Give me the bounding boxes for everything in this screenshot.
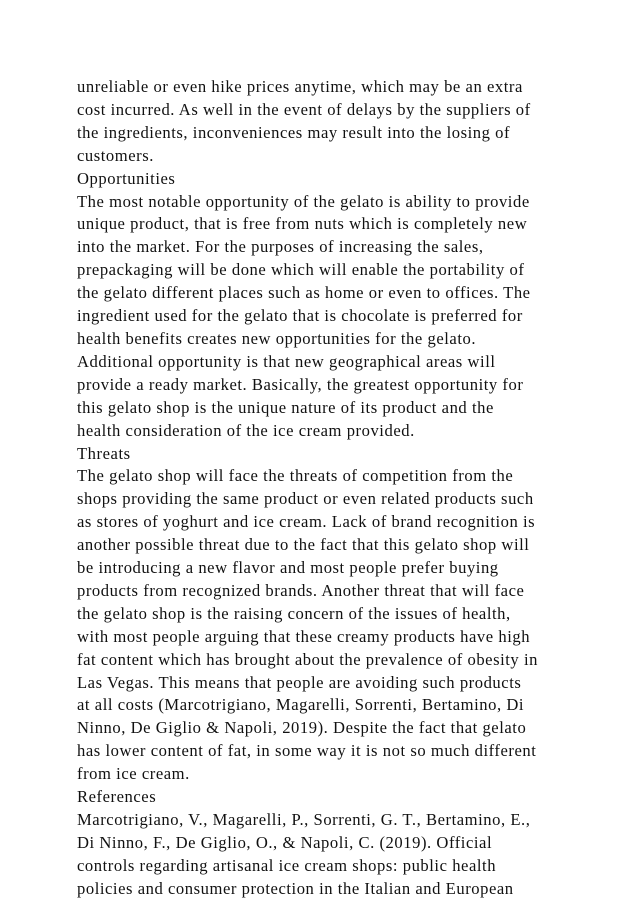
text-line: The gelato shop will face the threats of competition from the xyxy=(77,466,514,486)
text-line: at all costs (Marcotrigiano, Magarelli, Sorrenti, Bertamino, Di xyxy=(77,695,525,715)
text-line: shops providing the same product or even related products such xyxy=(77,489,534,509)
text-line: into the market. For the purposes of increasing the sales, xyxy=(77,237,484,257)
section-heading-threats: Threats xyxy=(77,443,131,463)
reference-line: controls regarding artisanal ice cream shops: public health xyxy=(77,855,497,875)
section-heading-opportunities: Opportunities xyxy=(77,168,176,188)
text-line: from ice cream. xyxy=(77,764,190,784)
text-line: ingredient used for the gelato that is chocolate is preferred for xyxy=(77,306,523,326)
text-line: has lower content of fat, in some way it is not so much different xyxy=(77,741,537,761)
text-line: fat content which has brought about the prevalence of obesity in xyxy=(77,649,538,669)
reference-line: Marcotrigiano, V., Magarelli, P., Sorrenti, G. T., Bertamino, E., xyxy=(77,810,531,829)
text-line: unique product, that is free from nuts which is completely new xyxy=(77,214,528,234)
text-line: this gelato shop is the unique nature of its product and the xyxy=(77,397,494,417)
text-line: Additional opportunity is that new geographical areas will xyxy=(77,351,496,371)
section-heading-references: References xyxy=(77,787,157,807)
text-line: health benefits creates new opportunities for the gelato. xyxy=(77,328,477,348)
text-line: Las Vegas. This means that people are avoiding such products xyxy=(77,672,522,692)
text-line: the gelato shop is the raising concern of the issues of health, xyxy=(77,603,511,623)
text-line: another possible threat due to the fact that this gelato shop will xyxy=(77,535,530,555)
text-line: products from recognized brands. Another threat that will face xyxy=(77,580,525,600)
document-page xyxy=(77,76,567,901)
text-line: customers. xyxy=(77,145,154,165)
text-line: health consideration of the ice cream provided. xyxy=(77,420,415,440)
text-line: The most notable opportunity of the gelato is ability to provide xyxy=(77,191,530,211)
text-line: Ninno, De Giglio & Napoli, 2019). Despite the fact that gelato xyxy=(77,718,527,738)
text-line: be introducing a new flavor and most people prefer buying xyxy=(77,558,499,578)
reference-line: policies and consumer protection in the Italian and European xyxy=(77,878,514,898)
text-line: provide a ready market. Basically, the greatest opportunity for xyxy=(77,374,524,394)
reference-line: Di Ninno, F., De Giglio, O., & Napoli, C. (2019). Official xyxy=(77,832,493,852)
text-line: the gelato different places such as home or even to offices. The xyxy=(77,283,531,303)
text-line: unreliable or even hike prices anytime, which may be an extra xyxy=(77,77,523,96)
text-line: as stores of yoghurt and ice cream. Lack of brand recognition is xyxy=(77,512,536,532)
text-line: with most people arguing that these creamy products have high xyxy=(77,626,531,646)
text-line: the ingredients, inconveniences may result into the losing of xyxy=(77,122,511,142)
text-line: cost incurred. As well in the event of delays by the suppliers of xyxy=(77,99,531,119)
text-line: prepackaging will be done which will enable the portability of xyxy=(77,260,525,280)
